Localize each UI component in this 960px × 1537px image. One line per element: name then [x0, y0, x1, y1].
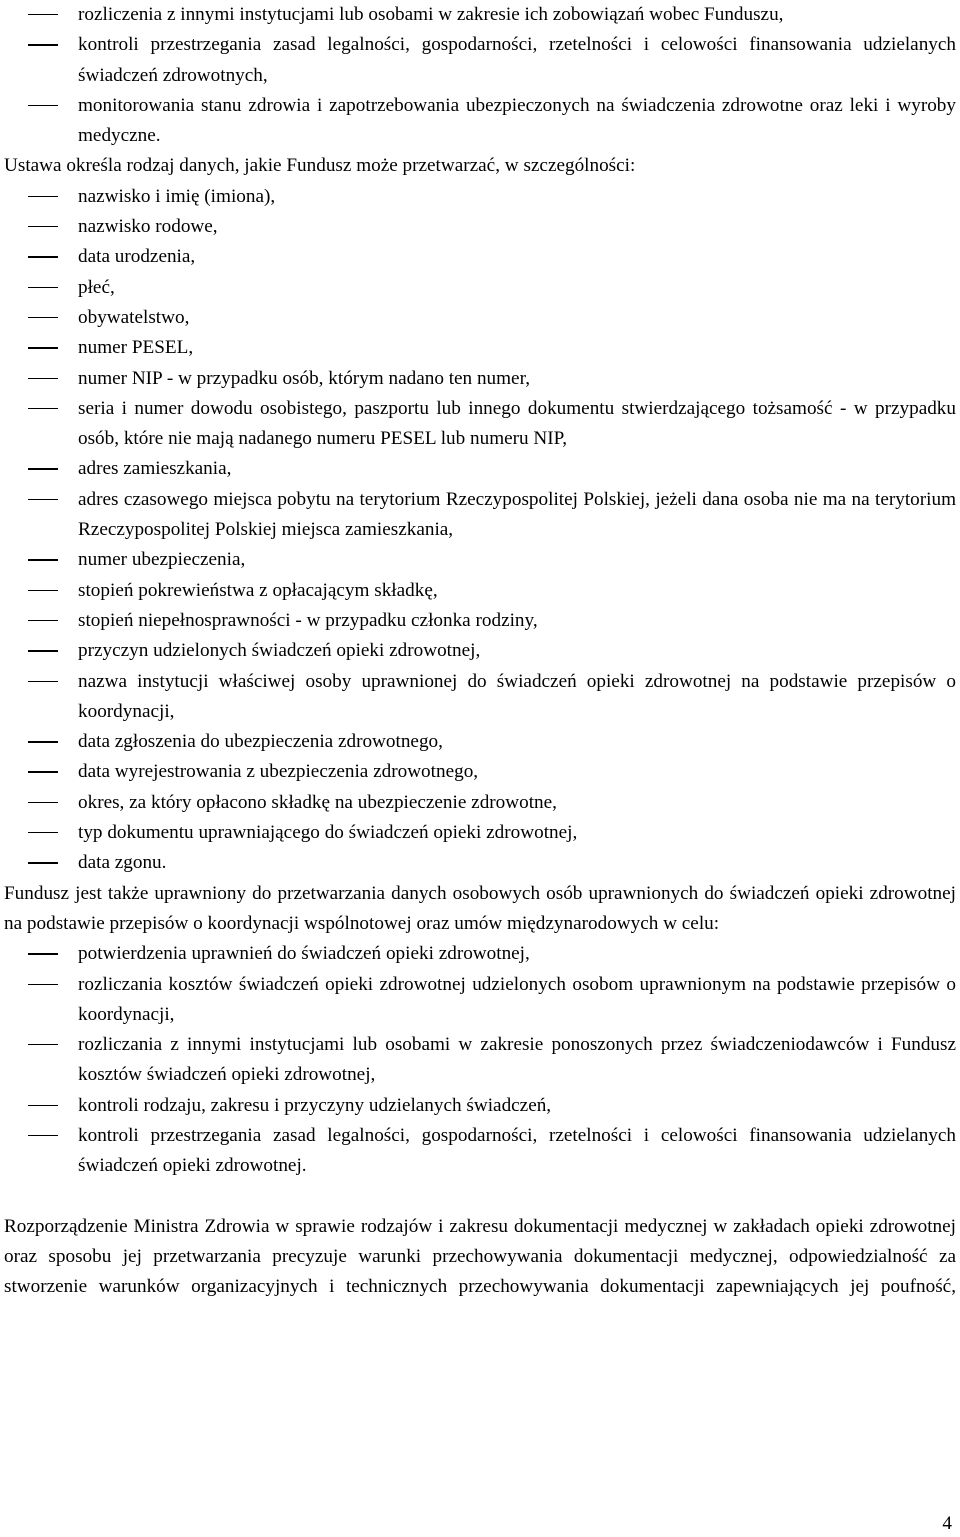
dash-bullet-icon	[28, 468, 58, 469]
list-item-text: obywatelstwo,	[78, 306, 190, 328]
dash-bullet-icon	[28, 832, 58, 833]
data-types-intro: Ustawa określa rodzaj danych, jakie Fundusz może przetwarzać, w szczególności:	[4, 155, 636, 177]
list-item	[4, 91, 956, 152]
dash-bullet-icon	[28, 802, 58, 803]
list-item-text: stopień niepełnosprawności - w przypadku członka rodziny,	[78, 609, 538, 631]
dash-bullet-icon	[28, 256, 58, 257]
list-item	[4, 545, 956, 575]
list-item	[4, 0, 956, 30]
list-item	[4, 242, 956, 272]
list-item	[4, 333, 956, 363]
dash-bullet-icon	[28, 105, 58, 106]
list-item	[4, 30, 956, 91]
page-number: 4	[942, 1513, 952, 1534]
dash-bullet-icon	[28, 862, 58, 863]
dash-bullet-icon	[28, 287, 58, 288]
list-item	[4, 1030, 956, 1091]
list-item-text: nazwisko i imię (imiona),	[78, 185, 276, 207]
list-item	[4, 364, 956, 394]
dash-bullet-icon	[28, 681, 58, 682]
list-item-text: rozliczenia z innymi instytucjami lub osobami w zakresie ich zobowiązań wobec Funduszu,	[78, 4, 784, 25]
list-item	[4, 212, 956, 242]
dash-bullet-icon	[28, 741, 58, 742]
dash-bullet-icon	[28, 1135, 58, 1136]
list-item-text: przyczyn udzielonych świadczeń opieki zdrowotnej,	[78, 640, 481, 662]
list-item	[4, 848, 956, 878]
list-item	[4, 1091, 956, 1121]
list-item-text: nazwisko rodowe,	[78, 216, 218, 238]
dash-bullet-icon	[28, 226, 58, 227]
list-item	[4, 757, 956, 787]
list-item-text: kontroli przestrzegania zasad legalności, gospodarności, rzetelności i celowości finansowania udzielanych świadczeń zdrowotnych,	[78, 34, 956, 86]
dash-bullet-icon	[28, 317, 58, 318]
list-item	[4, 182, 956, 212]
list-item-text: rozliczania z innymi instytucjami lub osobami w zakresie ponoszonych przez świadczeniodawców i Fundusz kosztów świadczeń opieki zdrowotnej,	[78, 1034, 956, 1086]
list-item-text: typ dokumentu uprawniającego do świadczeń opieki zdrowotnej,	[78, 822, 578, 844]
list-item-text: płeć,	[78, 276, 115, 298]
dash-bullet-icon	[28, 1044, 58, 1045]
dash-bullet-icon	[28, 196, 58, 197]
dash-bullet-icon	[28, 650, 58, 651]
document-page	[4, 0, 956, 1302]
dash-bullet-icon	[28, 1105, 58, 1106]
list-item-text: seria i numer dowodu osobistego, paszportu lub innego dokumentu stwierdzającego tożsamość - w przypadku osób, które nie mają nadanego numeru PESEL lub numeru NIP,	[78, 397, 956, 450]
dash-bullet-icon	[28, 408, 58, 409]
list-item	[4, 454, 956, 484]
dash-bullet-icon	[28, 771, 58, 772]
list-item	[4, 485, 956, 546]
list-item-text: numer NIP - w przypadku osób, którym nadano ten numer,	[78, 367, 530, 389]
list-item-text: data zgłoszenia do ubezpieczenia zdrowotnego,	[78, 731, 443, 753]
dash-bullet-icon	[28, 559, 58, 560]
dash-bullet-icon	[28, 590, 58, 591]
dash-bullet-icon	[28, 499, 58, 500]
list-item-text: numer PESEL,	[78, 337, 194, 359]
regulation-paragraph: Rozporządzenie Ministra Zdrowia w sprawie rodzajów i zakresu dokumentacji medycznej w zakładach opieki zdrowotnej oraz sposobu jej przetwarzania precyzuje warunki przechowywania dokumentacji medycznej, odpowiedzialność za stworzenie warunków organizacyjnych i technicznych przechowywania dokumentacji zapewniających jej poufność,	[4, 1215, 956, 1298]
dash-bullet-icon	[28, 14, 58, 15]
list-item-text: kontroli przestrzegania zasad legalności, gospodarności, rzetelności i celowości finansowania udzielanych świadczeń opieki zdrowotnej.	[78, 1124, 956, 1177]
coordination-purpose-list	[4, 939, 956, 1181]
list-item	[4, 273, 956, 303]
dash-bullet-icon	[28, 378, 58, 379]
list-item	[4, 970, 956, 1031]
dash-bullet-icon	[28, 44, 58, 45]
list-item-text: kontroli rodzaju, zakresu i przyczyny udzielanych świadczeń,	[78, 1094, 552, 1116]
list-item-text: monitorowania stanu zdrowia i zapotrzebowania ubezpieczonych na świadczenia zdrowotne oraz leki i wyroby medyczne.	[78, 94, 956, 147]
list-item	[4, 576, 956, 606]
list-item-text: potwierdzenia uprawnień do świadczeń opieki zdrowotnej,	[78, 943, 530, 965]
list-item-text: data zgonu.	[78, 852, 167, 874]
dash-bullet-icon	[28, 620, 58, 621]
dash-bullet-icon	[28, 953, 58, 954]
list-item-text: rozliczania kosztów świadczeń opieki zdrowotnej udzielonych osobom uprawnionym na podstawie przepisów o koordynacji,	[78, 973, 956, 1025]
list-item	[4, 788, 956, 818]
data-types-list	[4, 182, 956, 879]
dash-bullet-icon	[28, 347, 58, 348]
list-item	[4, 1121, 956, 1182]
list-item	[4, 667, 956, 728]
list-item-text: data wyrejestrowania z ubezpieczenia zdrowotnego,	[78, 761, 479, 783]
list-item-text: adres zamieszkania,	[78, 458, 232, 480]
list-item-text: adres czasowego miejsca pobytu na terytorium Rzeczypospolitej Polskiej, jeżeli dana osoba nie ma na terytorium Rzeczypospolitej Polskiej miejsca zamieszkania,	[78, 488, 956, 541]
list-item-text: okres, za który opłacono składkę na ubezpieczenie zdrowotne,	[78, 791, 557, 813]
list-item-text: numer ubezpieczenia,	[78, 549, 246, 571]
purpose-list	[4, 0, 956, 151]
list-item	[4, 939, 956, 969]
dash-bullet-icon	[28, 984, 58, 985]
list-item	[4, 636, 956, 666]
list-item	[4, 394, 956, 455]
list-item	[4, 818, 956, 848]
list-item-text: nazwa instytucji właściwej osoby uprawnionej do świadczeń opieki zdrowotnej na podstawie przepisów o koordynacji,	[78, 670, 956, 722]
paragraph-spacer	[4, 1182, 956, 1212]
coordination-intro: Fundusz jest także uprawniony do przetwarzania danych osobowych osób uprawnionych do świadczeń opieki zdrowotnej na podstawie przepisów o koordynacji wspólnotowej oraz umów międzynarodowych w celu:	[4, 882, 956, 934]
list-item-text: stopień pokrewieństwa z opłacającym składkę,	[78, 579, 438, 601]
list-item	[4, 606, 956, 636]
list-item	[4, 303, 956, 333]
list-item	[4, 727, 956, 757]
list-item-text: data urodzenia,	[78, 246, 196, 268]
